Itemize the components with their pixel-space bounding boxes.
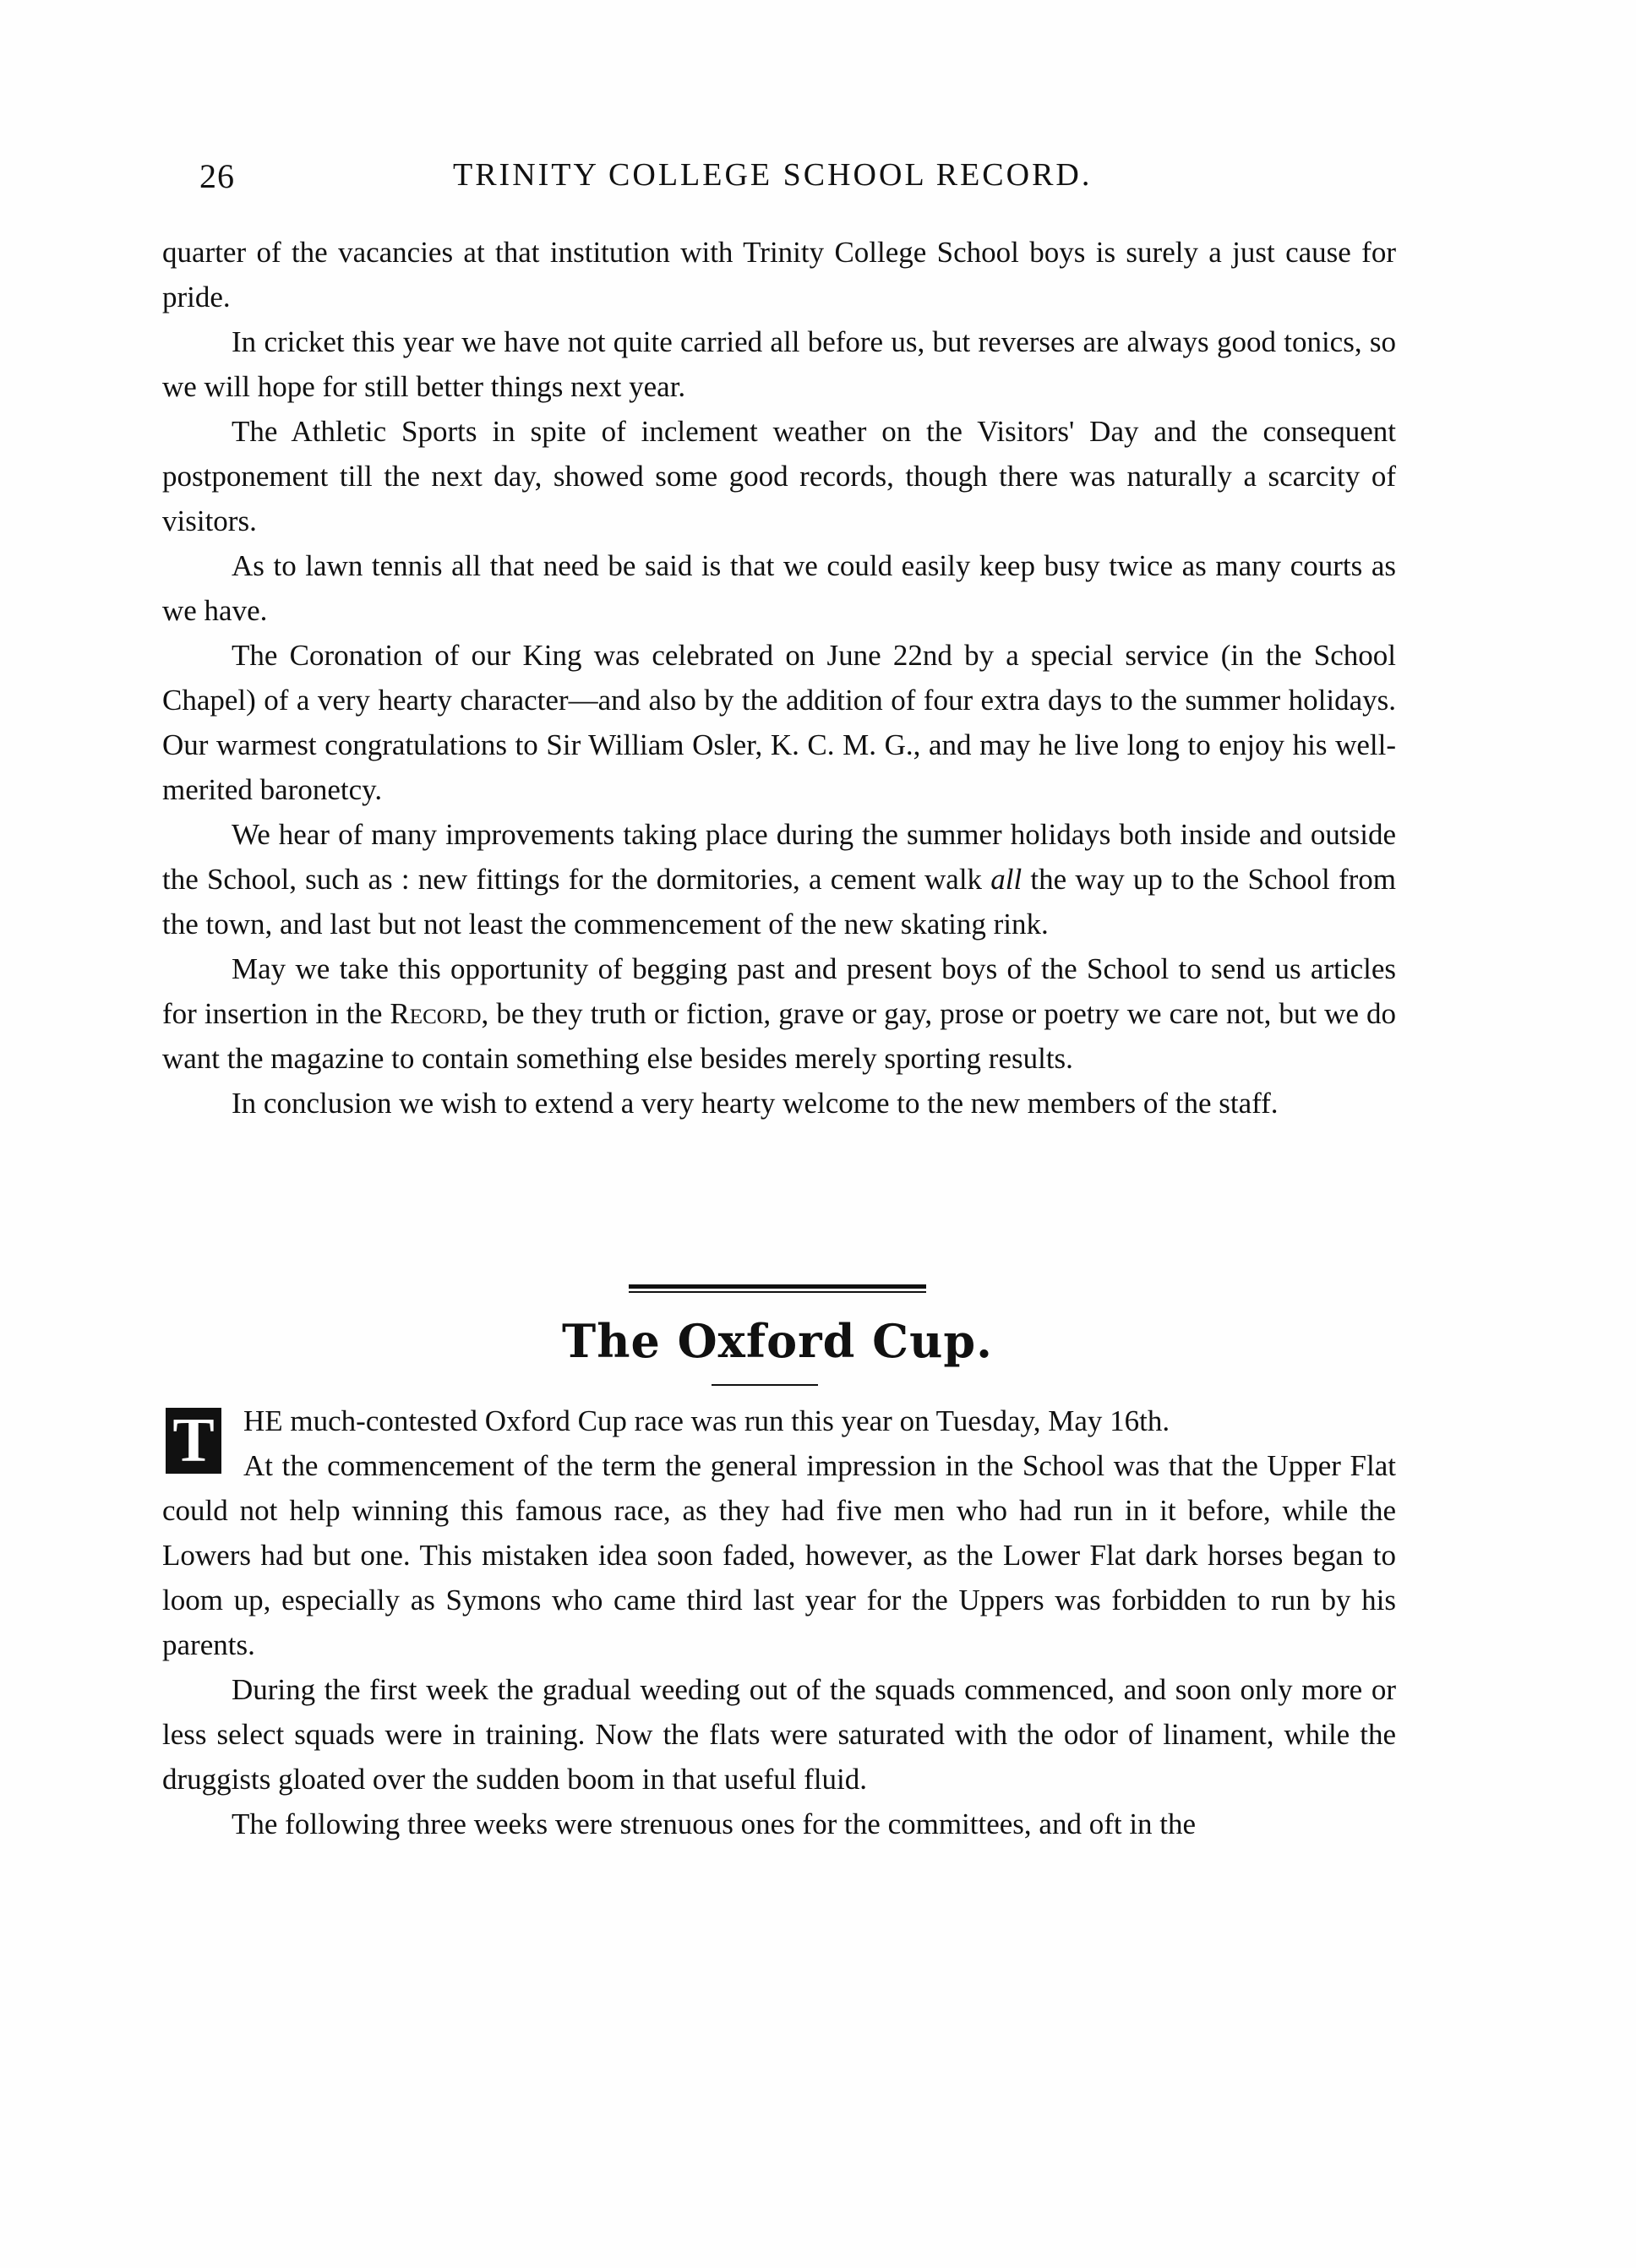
- text-run: We hear of many improvements taking place during the summer holidays both inside and outside the School, such as : new fittings for the dormitories, a cement walk: [162, 818, 1396, 896]
- paragraph: [162, 946, 1396, 1081]
- paragraph: As to lawn tennis all that need be said is that we could easily keep busy twice as many courts as we have.: [162, 549, 1396, 627]
- first-line: HE much-contested Oxford Cup race was run this year on Tuesday, May 16th.: [243, 1404, 1170, 1437]
- paragraph: quarter of the vacancies at that institution with Trinity College School boys is surely a just cause for pride.: [162, 236, 1396, 313]
- paragraph: During the first week the gradual weeding out of the squads commenced, and soon only more or less select squads were in training. Now the flats were saturated with the odor of linament, while the druggists gloated over the sudden boom in that useful fluid.: [162, 1673, 1396, 1796]
- text-run: May we take this opportunity of begging past and present boys of the School to send us articles for insertion in the: [162, 952, 1396, 1030]
- title-underline: [712, 1384, 818, 1386]
- paragraph: The following three weeks were strenuous ones for the committees, and oft in the: [232, 1807, 1197, 1840]
- running-title: TRINITY COLLEGE SCHOOL RECORD.: [453, 157, 1093, 193]
- section-text: [162, 1398, 1396, 1846]
- paragraph: In cricket this year we have not quite carried all before us, but reverses are always good tonics, so we will hope for still better things next year.: [162, 325, 1396, 403]
- page-number: 26: [199, 157, 235, 195]
- small-caps-text: Record: [390, 997, 482, 1030]
- page-header: [199, 156, 1395, 199]
- paragraph: At the commencement of the term the general impression in the School was that the Upper Flat could not help winning this famous race, as they had five men who had run in it before, while the Lowers had but one. This mistaken idea soon faded, however, as the Lower Flat dark horses began to loom up, especially as Symons who came third last year for the Uppers was forbidden to run by his parents.: [162, 1449, 1396, 1661]
- drop-cap: T: [166, 1408, 221, 1474]
- paragraph: The Athletic Sports in spite of inclement weather on the Visitors' Day and the consequent postponement till the next day, showed some good records, though there was naturally a scarcity of visitors.: [162, 415, 1396, 537]
- section-divider: [629, 1284, 926, 1293]
- paragraph: [162, 812, 1396, 946]
- text-run: the way up to the School from the town, and last but not least the commencement of the new skating rink.: [162, 863, 1396, 940]
- paragraph: The Coronation of our King was celebrated on June 22nd by a special service (in the School Chapel) of a very hearty character—and also by the addition of four extra days to the summer holidays. Our warmest congratulations to Sir William Osler, K. C. M. G., and may he live long to enjoy his well-merited baronetcy.: [162, 639, 1396, 806]
- emphasis-text: all: [990, 863, 1022, 896]
- editorial-text: [162, 230, 1396, 1126]
- text-run: , be they truth or fiction, grave or gay, prose or poetry we care not, but we do want the magazine to contain something else besides merely sporting results.: [162, 997, 1397, 1075]
- section-title: The Oxford Cup.: [562, 1314, 993, 1368]
- paragraph: In conclusion we wish to extend a very hearty welcome to the new members of the staff.: [232, 1087, 1279, 1120]
